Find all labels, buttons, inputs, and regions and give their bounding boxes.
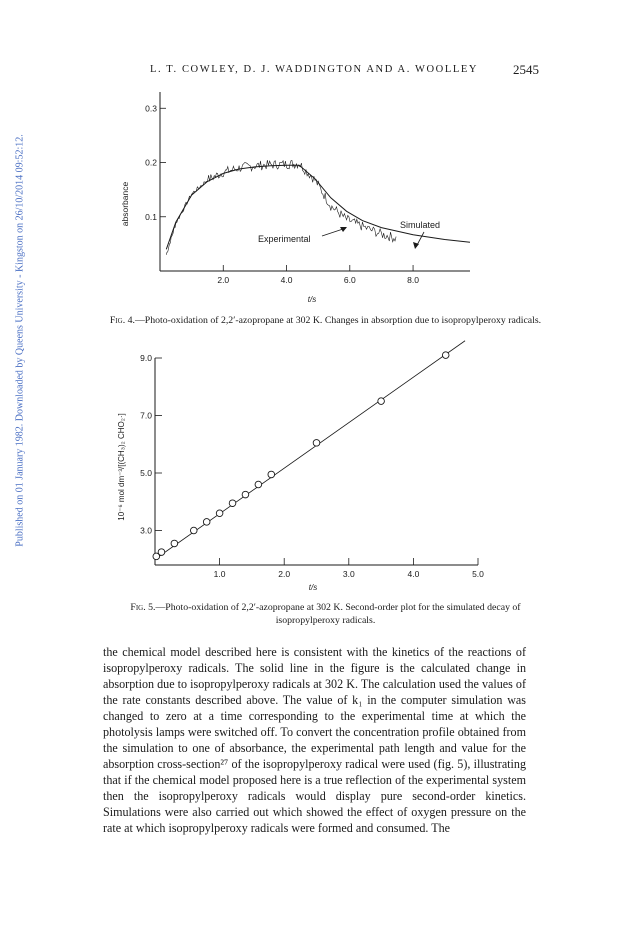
figure-4-x-axis-label: t/s bbox=[307, 295, 317, 304]
figure-4-annotation-simulated: Simulated bbox=[400, 220, 441, 230]
figure-5-y-tick-label: 7.0 bbox=[140, 410, 152, 421]
figure-5-ticks bbox=[140, 353, 484, 579]
body-paragraph bbox=[103, 644, 526, 836]
figure-5-caption-text: —Photo-oxidation of 2,2′-azopropane at 302 K. Second-order plot for the simulated decay of isopropylperoxy radicals. bbox=[155, 602, 521, 626]
figure-5-chart bbox=[0, 340, 624, 595]
figure-5-data-point bbox=[242, 491, 249, 498]
figure-5-y-tick-label: 3.0 bbox=[140, 525, 152, 536]
figure-4-y-tick-label: 0.1 bbox=[145, 211, 157, 222]
figure-5-x-tick-label: 3.0 bbox=[342, 569, 355, 579]
running-head: L. T. COWLEY, D. J. WADDINGTON AND A. WOOLLEY bbox=[150, 64, 479, 75]
figure-5-x-tick-label: 2.0 bbox=[278, 569, 291, 579]
figure-5-data-point bbox=[378, 398, 385, 405]
figure-5-x-axis-label: t/s bbox=[308, 583, 318, 592]
figure-4-y-axis-label: absorbance bbox=[120, 181, 130, 227]
figure-5-data-point bbox=[268, 471, 275, 478]
figure-5-axes bbox=[155, 358, 478, 565]
figure-4-annotation-experimental: Experimental bbox=[258, 234, 311, 244]
figure-5-data-point bbox=[442, 352, 449, 359]
figure-5-caption bbox=[98, 601, 553, 627]
figure-4-series bbox=[166, 160, 470, 255]
figure-5-y-tick-label: 5.0 bbox=[140, 468, 152, 478]
figure-4-y-tick-label: 0.2 bbox=[145, 157, 157, 168]
figure-5-data-point bbox=[255, 481, 262, 488]
figure-4-x-tick-label: 8.0 bbox=[407, 275, 419, 285]
sidebar-stamp-text: Published on 01 January 1982. Downloaded by Queens University - Kingston on 26/10/2014 09:52:12. bbox=[14, 134, 26, 547]
figure-5-data-point bbox=[313, 440, 320, 447]
figure-4-x-tick-label: 6.0 bbox=[343, 275, 356, 285]
figure-4-x-tick-label: 4.0 bbox=[280, 275, 293, 285]
figure-5-data-point bbox=[171, 540, 178, 547]
figure-5-y-tick-label: 9.0 bbox=[140, 353, 152, 363]
figure-5-series bbox=[153, 341, 465, 560]
figure-5-data-point bbox=[216, 510, 223, 517]
figure-5-data-point bbox=[190, 527, 197, 534]
figure-4-caption bbox=[98, 314, 553, 327]
figure-4-caption-text: —Photo-oxidation of 2,2′-azopropane at 302 K. Changes in absorption due to isopropylperoxy radicals. bbox=[134, 315, 542, 326]
figure-5-x-tick-label: 5.0 bbox=[472, 569, 484, 579]
figure-5-fit-line bbox=[155, 341, 465, 560]
figure-4-chart bbox=[0, 0, 624, 310]
figure-4-caption-label: Fig. 4. bbox=[109, 315, 135, 326]
figure-5-data-point bbox=[203, 519, 210, 526]
page-number: 2545 bbox=[513, 62, 539, 77]
figure-5-y-axis-label: 10⁻⁶ mol dm⁻³/[(CH₃)₂ CHO₂·] bbox=[117, 413, 126, 521]
figure-4-ticks bbox=[145, 103, 419, 285]
figure-4-y-tick-label: 0.3 bbox=[145, 103, 157, 114]
figure-5-data-point bbox=[229, 500, 236, 507]
figure-5-data-point bbox=[158, 549, 165, 556]
figure-4-x-tick-label: 2.0 bbox=[217, 275, 230, 285]
body-paragraph-text: the chemical model described here is consistent with the kinetics of the reactions of isopropylperoxy radicals. The solid line in the figure is the calculated change in absorption due to isopropylperoxy radicals at 302 K. The calculation used the values of the rate constants described above. The value of k₁ in the computer simulation was changed to zero at a time corresponding to the experimental time at which the photolysis lamps were switched off. To convert the concentration profile obtained from the simulation to one of absorbance, the experimental path length and value for the absorption cross-section²⁷ of the isopropylperoxy radical were used (fig. 5), illustrating that if the chemical model proposed here is a true reflection of the experimental system then the isopropylperoxy radicals would display pure second-order kinetics. Simulations were also carried out which showed the effect of oxygen pressure on the rate at which isopropylperoxy radicals were formed and consumed. The bbox=[103, 645, 526, 835]
figure-5-caption-label: Fig. 5. bbox=[130, 602, 156, 613]
figure-5-x-tick-label: 4.0 bbox=[407, 569, 420, 579]
figure-5-x-tick-label: 1.0 bbox=[213, 569, 226, 579]
